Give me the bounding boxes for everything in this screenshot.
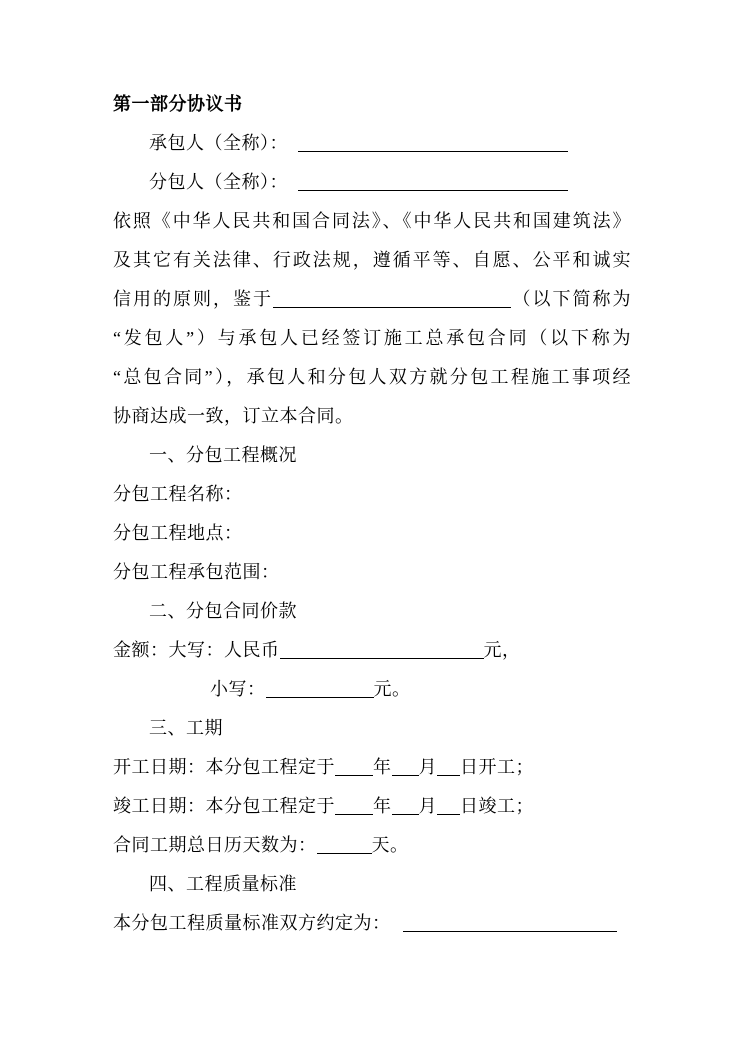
start-year-label: 年	[373, 757, 392, 777]
preamble-line3-after-text: （以下简称为	[511, 289, 631, 309]
finish-year-blank[interactable]	[335, 799, 373, 815]
quality-standard-blank[interactable]	[403, 916, 617, 932]
finish-month-blank[interactable]	[392, 799, 419, 815]
preamble-line-3	[113, 280, 631, 319]
quality-standard-line	[113, 904, 631, 943]
subproject-name-line: 分包工程名称：	[113, 484, 243, 504]
finish-day-blank[interactable]	[437, 799, 460, 815]
contractor-line	[113, 124, 631, 163]
section3-title: 三、工期	[149, 718, 223, 738]
start-date-suffix: 日开工；	[460, 757, 534, 777]
preamble-line-1: 依照《中华人民共和国合同法》、《中华人民共和国建筑法》	[113, 211, 631, 231]
subproject-scope-line: 分包工程承包范围：	[113, 562, 280, 582]
preamble-line-5: “总包合同”），承包人和分包人双方就分包工程施工事项经	[113, 367, 631, 387]
duration-days-blank[interactable]	[317, 838, 372, 854]
amount-small-line	[113, 670, 631, 709]
finish-date-line	[113, 787, 631, 826]
amount-capital-prefix: 金额：大写：人民币	[113, 640, 280, 660]
duration-suffix: 天。	[371, 835, 409, 855]
amount-capital-line	[113, 631, 631, 670]
preamble-line-2: 及其它有关法律、行政法规，遵循平等、自愿、公平和诚实	[113, 250, 631, 270]
preamble-line-4: “发包人”）与承包人已经签订施工总承包合同（以下称为	[113, 328, 631, 348]
section2-title: 二、分包合同价款	[149, 601, 297, 621]
start-year-blank[interactable]	[335, 760, 373, 776]
duration-line	[113, 826, 631, 865]
quality-standard-label: 本分包工程质量标准双方约定为：	[113, 913, 391, 933]
amount-small-prefix: 小写：	[210, 679, 266, 699]
amount-capital-blank[interactable]	[280, 643, 484, 659]
start-date-line	[113, 748, 631, 787]
employer-name-blank[interactable]	[273, 292, 511, 308]
finish-date-prefix: 竣工日期：本分包工程定于	[113, 796, 335, 816]
section1-title: 一、分包工程概况	[149, 445, 297, 465]
amount-small-suffix: 元。	[373, 679, 411, 699]
finish-month-label: 月	[418, 796, 437, 816]
duration-prefix: 合同工期总日历天数为：	[113, 835, 317, 855]
subcontractor-line	[113, 163, 631, 202]
start-day-blank[interactable]	[437, 760, 460, 776]
preamble-line3-before-text: 信用的原则，鉴于	[113, 289, 273, 309]
contractor-name-blank[interactable]	[298, 136, 568, 152]
contractor-label: 承包人（全称）：	[149, 133, 288, 153]
amount-small-blank[interactable]	[266, 682, 374, 698]
subcontractor-label: 分包人（全称）：	[149, 172, 288, 192]
start-date-prefix: 开工日期：本分包工程定于	[113, 757, 335, 777]
section4-title: 四、工程质量标准	[149, 874, 297, 894]
document-heading: 第一部分协议书	[113, 94, 243, 114]
subproject-location-line: 分包工程地点：	[113, 523, 243, 543]
amount-capital-suffix: 元，	[483, 640, 521, 660]
start-month-blank[interactable]	[392, 760, 419, 776]
finish-date-suffix: 日竣工；	[460, 796, 534, 816]
subcontractor-name-blank[interactable]	[298, 175, 568, 191]
start-month-label: 月	[418, 757, 437, 777]
finish-year-label: 年	[373, 796, 392, 816]
preamble-line-6: 协商达成一致，订立本合同。	[113, 406, 354, 426]
